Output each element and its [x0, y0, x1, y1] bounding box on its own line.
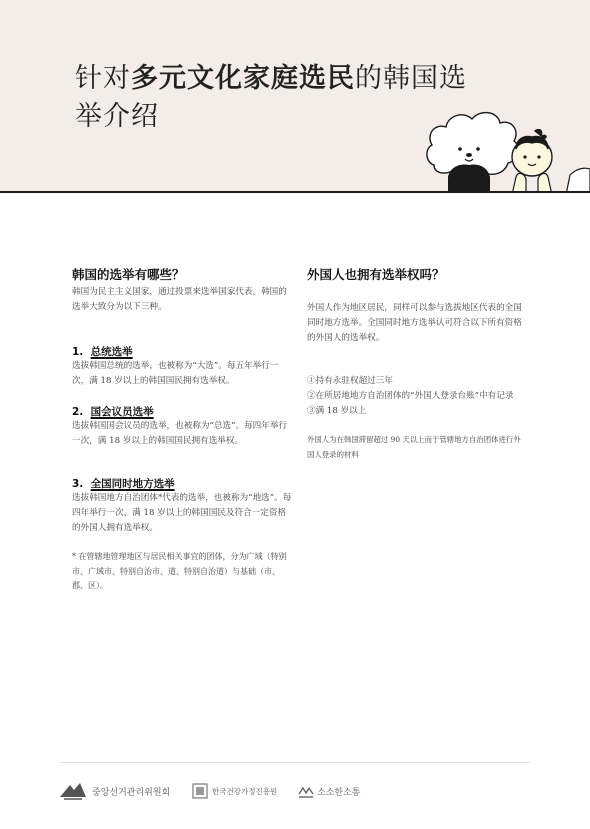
left-column — [72, 265, 292, 594]
kihf-logo: 한국건강가정진흥원 — [192, 780, 277, 802]
footer-divider — [60, 762, 530, 763]
condition-item: ①持有永驻权超过三年 — [307, 376, 393, 386]
condition-item: ③满 18 岁以上 — [307, 406, 367, 416]
section-heading: 1. 总统选举 — [72, 346, 133, 358]
sosohan-logo: 소소한소통 — [298, 780, 360, 802]
registration-note: 外国人为在韩国滞留超过 90 天以上而于管辖地方自治团体进行外国人登录的材料 — [307, 435, 521, 459]
footnote: * 在管辖地管理地区与居民相关事宜的团体，分为广域（特别市、广域市、特别自治市、道、特别自治道）与基础（市、郡、区）。 — [72, 552, 287, 590]
section-national-assembly — [72, 404, 292, 449]
condition-item: ②在所居地地方自治团体的“外国人登录台账”中有记录 — [307, 391, 514, 401]
section-body: 选拔韩国总统的选举，也被称为“大选”。每五年举行一次，满 18 岁以上的韩国国民拥有选举权。 — [72, 361, 279, 386]
section-body: 选拔韩国地方自治团体*代表的选举，也被称为“地选”。每四年举行一次，满 18 岁以上的韩国国民及符合一定资格的外国人拥有选举权。 — [72, 493, 292, 533]
sosohan-emblem-icon — [298, 784, 314, 798]
section-presidential — [72, 344, 292, 389]
nec-logo: 중앙선거관리위원회 — [58, 780, 170, 802]
elections-intro: 韩国为民主主义国家，通过投票来选举国家代表。韩国的选举大致分为以下三种。 — [72, 287, 287, 312]
right-column — [307, 265, 522, 462]
foreigner-question-heading: 外国人也拥有选举权吗？ — [307, 267, 445, 282]
elections-question-heading: 韩国的选举有哪些？ — [72, 267, 185, 282]
section-heading: 3. 全国同时地方选举 — [72, 478, 175, 490]
page-title: 针对多元文化家庭选民的韩国选 举介绍 — [75, 63, 467, 132]
section-local — [72, 476, 292, 536]
conditions-list — [307, 374, 522, 419]
section-body: 选拔韩国国会议员的选举，也被称为“总选”。每四年举行一次，满 18 岁以上的韩国国民拥有选举权。 — [72, 421, 288, 446]
nec-emblem-icon — [58, 781, 88, 801]
kihf-emblem-icon — [192, 783, 208, 799]
foreigner-intro: 外国人作为地区居民，同样可以参与选拔地区代表的全国同时地方选举。全国同时地方选举认可符合以下所有资格的外国人的选举权。 — [307, 303, 522, 343]
section-heading: 2. 国会议员选举 — [72, 406, 154, 418]
mascot-illustration — [420, 105, 590, 193]
header-banner — [0, 0, 590, 193]
